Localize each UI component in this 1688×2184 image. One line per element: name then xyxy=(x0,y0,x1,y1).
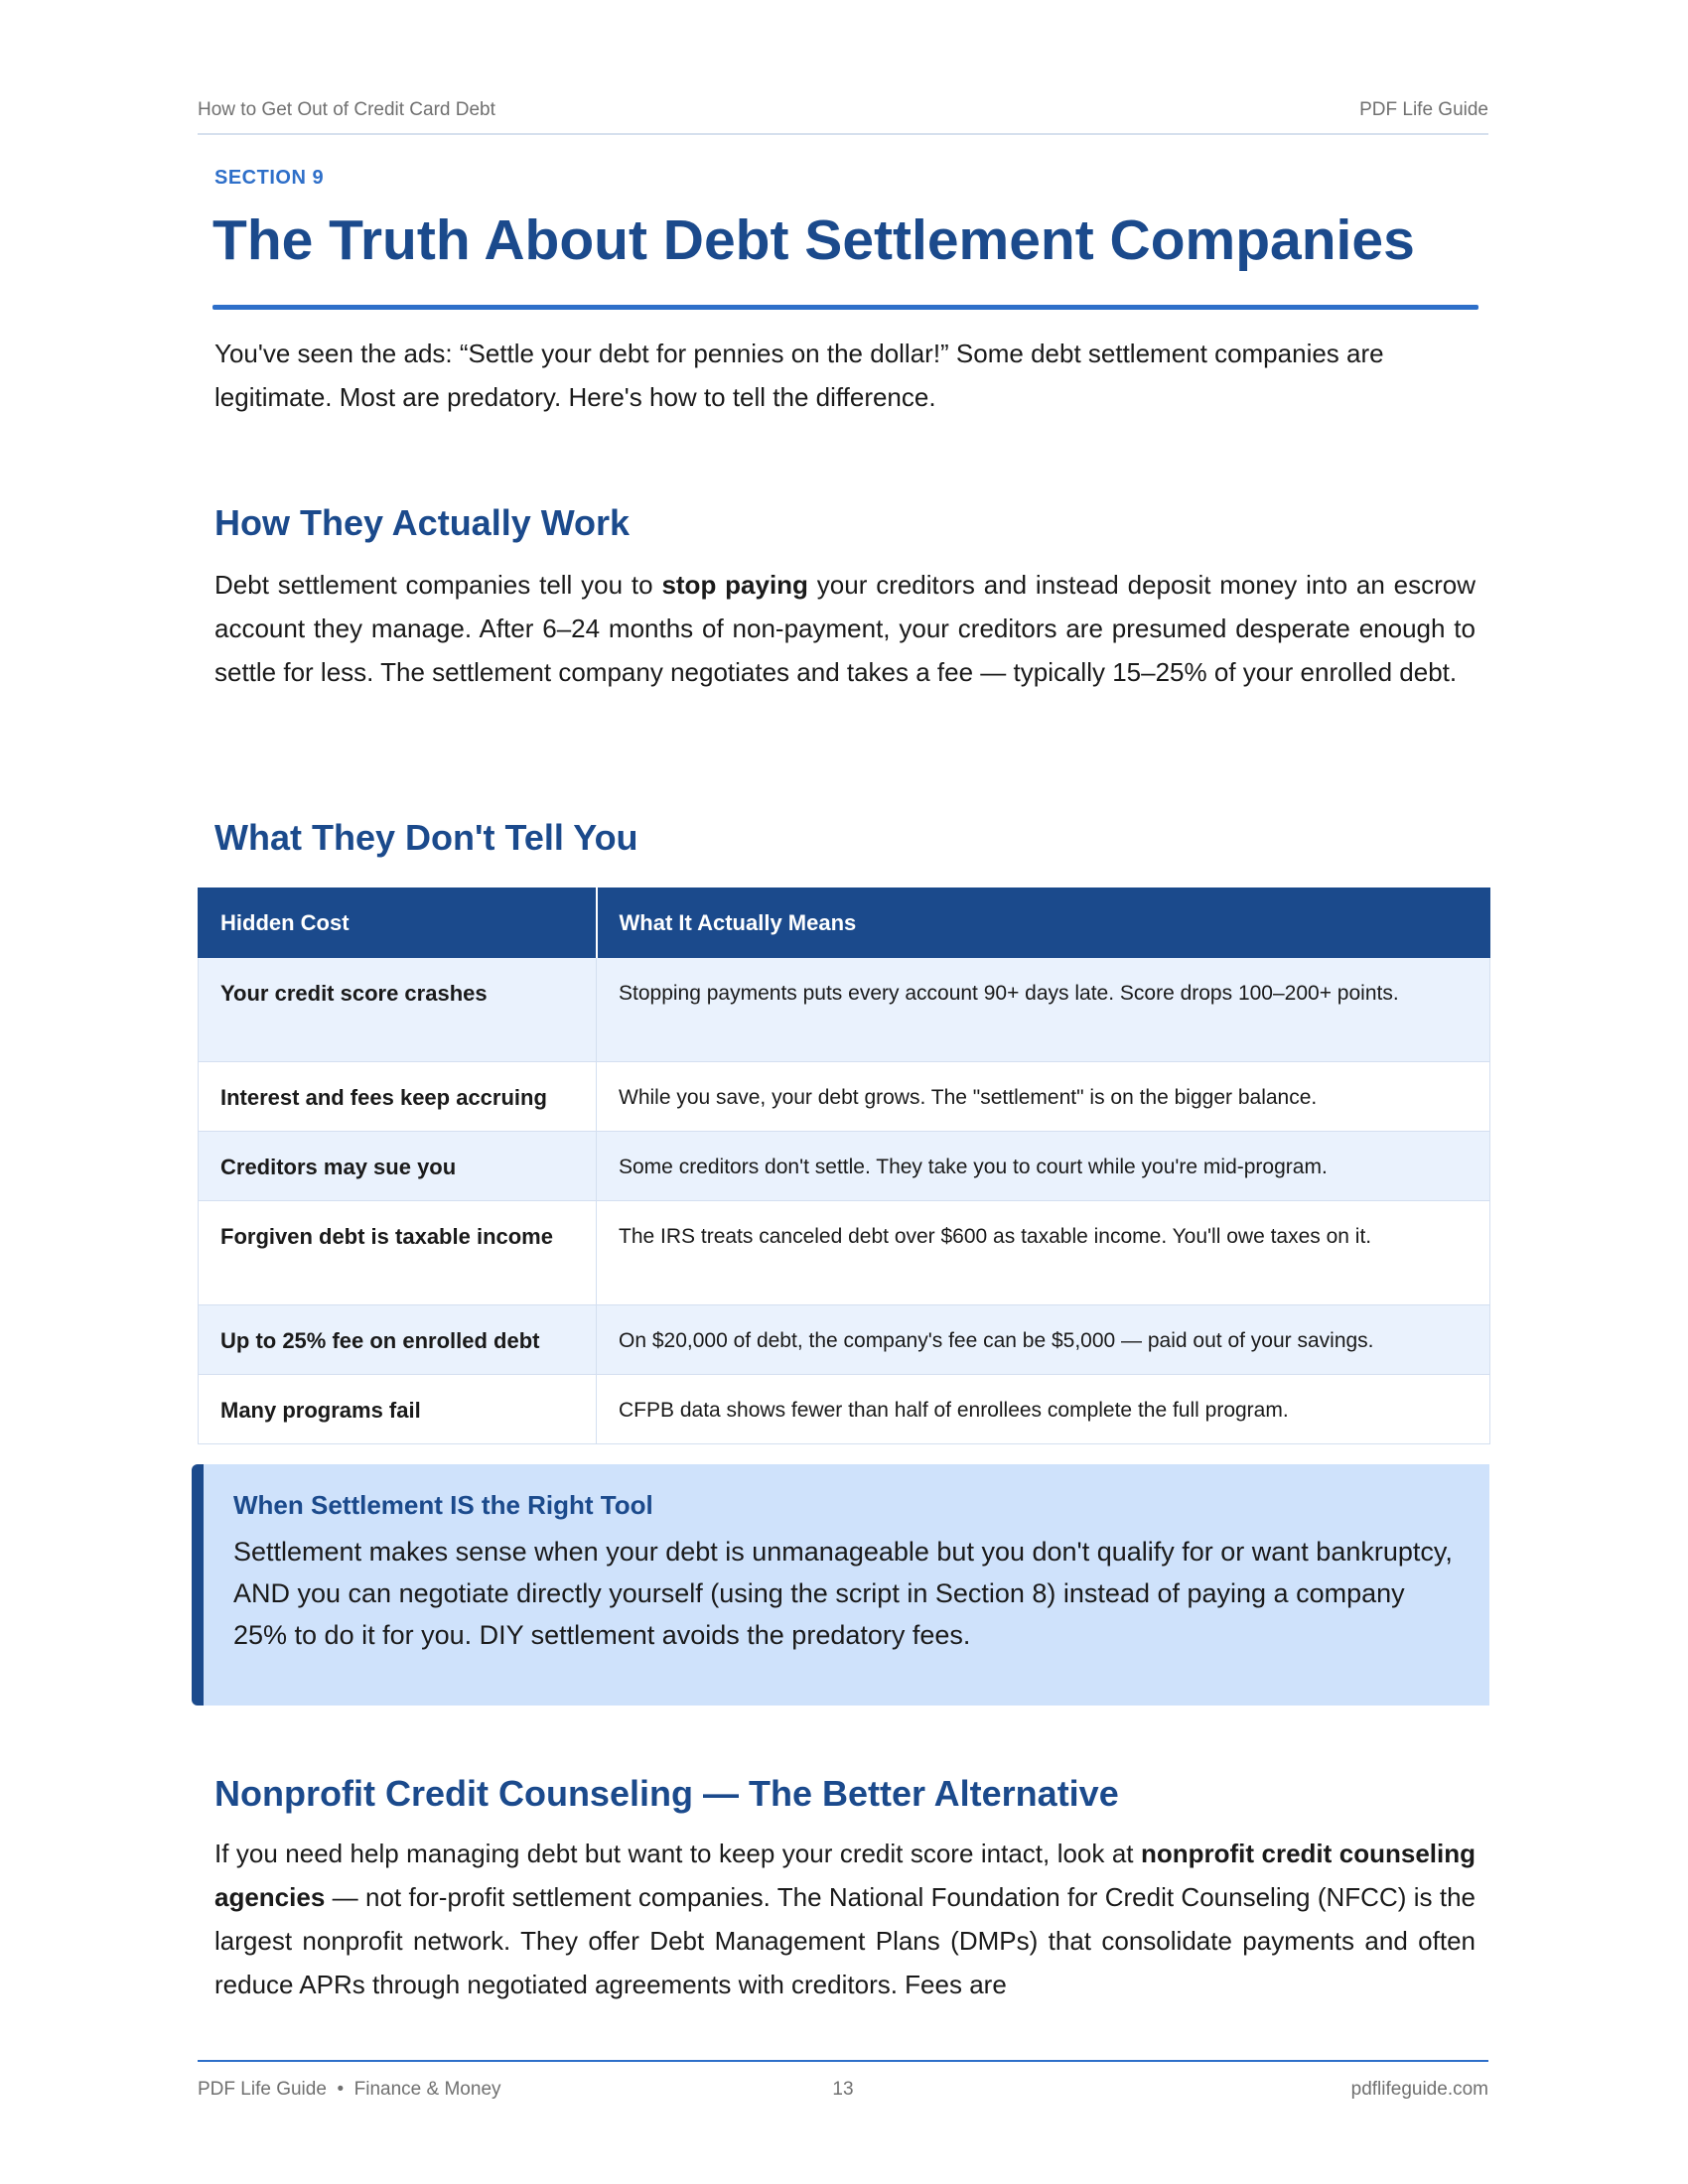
how-they-work-text-2: your creditors and instead deposit money into an escrow account they manage. After 6–24 months of non-payment, your creditors are presumed desperate enough to settle for less. The settlement company negotiates and takes a fee — typically 15–25% of your enrolled debt. xyxy=(214,570,1476,687)
meaning-cell: Stopping payments puts every account 90+ days late. Score drops 100–200+ points. xyxy=(597,958,1490,1062)
table-row xyxy=(199,1062,1490,1132)
how-they-work-text-1: Debt settlement companies tell you to xyxy=(214,570,662,600)
settlement-callout-box xyxy=(192,1464,1489,1706)
meaning-cell: CFPB data shows fewer than half of enrollees complete the full program. xyxy=(597,1375,1490,1444)
nonprofit-emphasis: nonprofit credit counseling agencies xyxy=(214,1839,1476,1912)
hidden-cost-cell: Interest and fees keep accruing xyxy=(199,1062,597,1132)
meaning-cell: Some creditors don't settle. They take you to court while you're mid-program. xyxy=(597,1132,1490,1201)
table-row xyxy=(199,1375,1490,1444)
footer-website: pdflifeguide.com xyxy=(1350,2079,1488,2100)
nonprofit-text-1: If you need help managing debt but want to keep your credit score intact, look at xyxy=(214,1839,1141,1868)
section-label: SECTION 9 xyxy=(214,167,325,189)
header-publisher: PDF Life Guide xyxy=(1359,99,1488,120)
title-underline xyxy=(212,305,1478,310)
column-header-hidden-cost: Hidden Cost xyxy=(199,888,597,958)
hidden-cost-cell: Up to 25% fee on enrolled debt xyxy=(199,1305,597,1375)
nonprofit-text-2: — not for-profit settlement companies. The National Foundation for Credit Counseling (NFCC) is the largest nonprofit network. They offer Debt Management Plans (DMPs) that consolidate payments and often reduce APRs through negotiated agreements with creditors. Fees are xyxy=(214,1882,1476,1999)
table-header-row xyxy=(199,888,1490,958)
hidden-costs-table xyxy=(198,887,1490,1444)
callout-body: Settlement makes sense when your debt is unmanageable but you don't qualify for or want bankruptcy, AND you can negotiate directly yourself (using the script in Section 8) instead of paying a company 25% to do it for you. DIY settlement avoids the predatory fees. xyxy=(233,1537,1453,1650)
dont-tell-heading: What They Don't Tell You xyxy=(214,817,638,858)
hidden-cost-cell: Your credit score crashes xyxy=(199,958,597,1062)
table-row xyxy=(199,1132,1490,1201)
meaning-cell: On $20,000 of debt, the company's fee can be $5,000 — paid out of your savings. xyxy=(597,1305,1490,1375)
table-row xyxy=(199,1201,1490,1305)
how-they-work-paragraph xyxy=(214,563,1476,694)
running-header xyxy=(198,99,1488,121)
header-guide-title: How to Get Out of Credit Card Debt xyxy=(198,99,495,120)
page-number: 13 xyxy=(832,2079,854,2100)
running-footer xyxy=(198,2079,1488,2109)
intro-paragraph: You've seen the ads: “Settle your debt for pennies on the dollar!” Some debt settlement companies are legitimate. Most are predatory. Here's how to tell the difference. xyxy=(214,339,1384,412)
nonprofit-paragraph xyxy=(214,1832,1476,2006)
nonprofit-heading: Nonprofit Credit Counseling — The Better Alternative xyxy=(214,1773,1119,1814)
table-row xyxy=(199,1305,1490,1375)
how-they-work-heading: How They Actually Work xyxy=(214,502,631,543)
table-row xyxy=(199,958,1490,1062)
meaning-cell: While you save, your debt grows. The "settlement" is on the bigger balance. xyxy=(597,1062,1490,1132)
column-header-meaning: What It Actually Means xyxy=(597,888,1490,958)
callout-title: When Settlement IS the Right Tool xyxy=(233,1490,653,1520)
footer-divider xyxy=(198,2060,1488,2062)
page-title: The Truth About Debt Settlement Companies xyxy=(212,208,1415,272)
footer-guide-category: PDF Life Guide • Finance & Money xyxy=(198,2079,501,2100)
hidden-cost-cell: Many programs fail xyxy=(199,1375,597,1444)
hidden-cost-cell: Forgiven debt is taxable income xyxy=(199,1201,597,1305)
meaning-cell: The IRS treats canceled debt over $600 as taxable income. You'll owe taxes on it. xyxy=(597,1201,1490,1305)
hidden-cost-cell: Creditors may sue you xyxy=(199,1132,597,1201)
how-they-work-emphasis: stop paying xyxy=(661,570,808,600)
header-divider xyxy=(198,133,1488,135)
